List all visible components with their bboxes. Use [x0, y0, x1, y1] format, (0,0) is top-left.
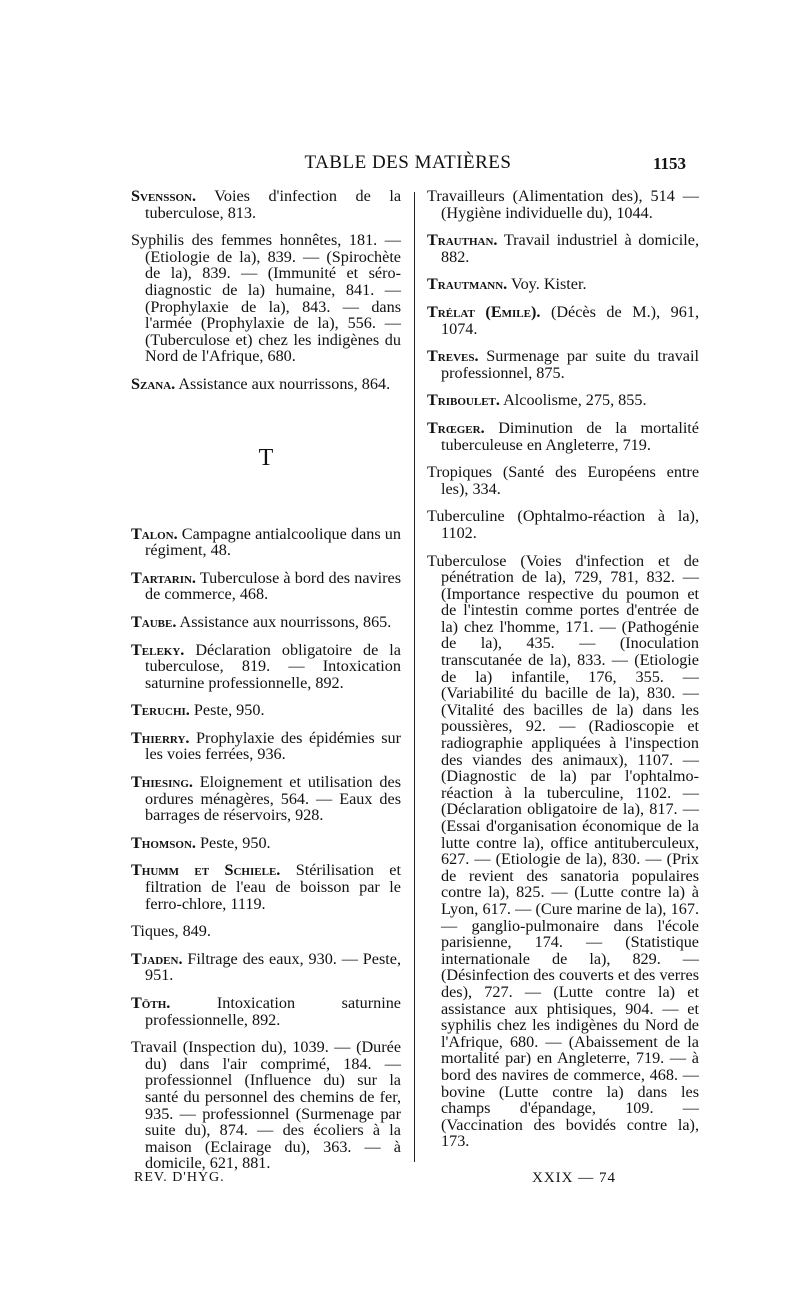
- page-header: [130, 152, 686, 178]
- index-entry: [131, 570, 401, 603]
- entry-text: Assistance aux nourrissons, 864.: [175, 374, 391, 393]
- index-entry: [131, 188, 401, 221]
- index-entry: [131, 1039, 401, 1172]
- entry-text: (Décès de M.), 961, 1074.: [441, 302, 699, 338]
- entry-author: Trœger.: [427, 418, 485, 437]
- index-entry: [131, 862, 401, 912]
- index-entry: [427, 304, 699, 337]
- entry-author: Tōth.: [131, 994, 171, 1012]
- index-entry: [131, 614, 401, 631]
- entry-author: Thierry.: [131, 728, 190, 747]
- entry-author: Trélat (Emile).: [427, 302, 541, 321]
- entry-author: Teruchi.: [131, 701, 190, 720]
- page-title: TABLE DES MATIÈRES: [304, 152, 512, 173]
- section-letter: T: [258, 444, 274, 471]
- index-entry: [131, 642, 401, 692]
- index-entry: [427, 392, 699, 409]
- index-entry: [427, 420, 699, 453]
- left-column: [131, 188, 401, 1183]
- entry-author: Triboulet.: [427, 391, 500, 410]
- entry-text: Déclaration obligatoire de la tuberculose, 819. — Intoxication saturnine professionnelle, 892.: [145, 640, 401, 692]
- right-column: [427, 188, 699, 1161]
- entry-text: Eloignement et utilisation des ordures ménagères, 564. — Eaux des barrages de réservoirs, 928.: [145, 773, 401, 825]
- entry-text: Diminution de la mortalité tuberculeuse en Angleterre, 719.: [441, 418, 699, 454]
- entry-author: Treves.: [427, 347, 479, 366]
- entry-author: Svensson.: [131, 187, 197, 205]
- entry-text: Stérilisation et filtration de l'eau de boisson par le ferro-chlore, 1119.: [145, 861, 401, 913]
- index-entry: [131, 995, 401, 1028]
- entry-text: Tuberculine (Ophtalmo-réaction à la), 1102.: [427, 507, 699, 542]
- entry-text: Assistance aux nourrissons, 865.: [176, 612, 392, 631]
- entry-author: Thumm et Schiele.: [131, 861, 281, 880]
- entry-author: Teleky.: [131, 640, 185, 659]
- index-entry: [427, 188, 699, 221]
- entry-text: Filtrage des eaux, 930. — Peste, 951.: [145, 949, 401, 985]
- entry-text: Travail (Inspection du), 1039. — (Durée du) dans l'air comprimé, 184. — professionnel (Influence du) sur la santé du personnel des chemins de fer, 935. — professionnel (Surmenage par suite du), 874. — des écoliers à la maison (Eclairage du), 363. — à domicile, 621, 881.: [131, 1038, 401, 1173]
- entry-text: Tiques, 849.: [131, 922, 211, 941]
- index-entry: [131, 376, 401, 393]
- entry-text: Voy. Kister.: [507, 275, 587, 294]
- index-entry: [131, 923, 401, 940]
- index-entry: [131, 951, 401, 984]
- entry-author: Talon.: [131, 524, 178, 543]
- column-divider: [414, 192, 415, 1162]
- entry-text: Travail industriel à domicile, 882.: [441, 231, 699, 266]
- index-entry: [131, 774, 401, 824]
- entry-text: Voies d'infection de la tuberculose, 813.: [145, 187, 401, 222]
- right-entries: [427, 188, 699, 1150]
- index-entry: [427, 553, 699, 1150]
- entry-author: Trautmann.: [427, 275, 508, 294]
- index-entry: [427, 508, 699, 541]
- entry-text: Prophylaxie des épidémies sur les voies ferrées, 936.: [145, 728, 401, 764]
- entry-author: Taube.: [131, 612, 177, 631]
- index-entry: [131, 232, 401, 365]
- entry-text: Peste, 950.: [189, 701, 265, 720]
- index-entry: [427, 464, 699, 497]
- index-entry: [131, 702, 401, 719]
- entry-text: Travailleurs (Alimentation des), 514 — (Hygiène individuelle du), 1044.: [427, 187, 699, 222]
- index-entry: [131, 835, 401, 852]
- entry-text: Campagne antialcoolique dans un régiment, 48.: [145, 524, 401, 560]
- entry-author: Szana.: [131, 374, 176, 393]
- footer-signature: REV. D'HYG.: [134, 1170, 225, 1185]
- entry-author: Tjaden.: [131, 949, 183, 968]
- entry-text: Tuberculose à bord des navires de commerce, 468.: [145, 568, 401, 604]
- entry-text: Peste, 950.: [195, 833, 271, 852]
- index-entry: [427, 276, 699, 293]
- entry-text: Surmenage par suite du travail professionnel, 875.: [441, 347, 699, 382]
- page-footer: [130, 1170, 690, 1194]
- index-entry: [427, 348, 699, 381]
- entry-text: Alcoolisme, 275, 855.: [499, 391, 647, 410]
- entry-text: Syphilis des femmes honnêtes, 181. — (Etiologie de la), 839. — (Spirochète de la), 839. — (Immunité et séro-diagnostic de la) humaine, 841. — (Prophylaxie de la), 843. — dans l'armée (Prophylaxie de la), 556. — (Tuberculose et) chez les indigènes du Nord de l'Afrique, 680.: [131, 231, 401, 366]
- entry-text: Tuberculose (Voies d'infection et de pénétration de la), 729, 781, 832. — (Importance respective du poumon et de l'intestin comme portes d'entrée de la) chez l'homme, 171. — (Pathogénie de la), 435. — (Inoculation transcutanée de la), 833. — (Etiologie de la) infantile, 176, 355. — (Variabilité du bacille de la), 830. — (Vitalité des bacilles de la) dans les poussières, 92. — (Radioscopie et radiographie appliquées à l'inspection des viandes des animaux), 1107. — (Diagnostic de la) par l'ophtalmo-réaction à la tuberculine, 1102. — (Déclaration obligatoire de la), 817. — (Essai d'organisation économique de la lutte contre la), office antituberculeux, 627. — (Etiologie de la), 830. — (Prix de revient des sanatoria populaires contre la), 825. — (Lutte contre la) à Lyon, 617. — (Cure marine de la), 167. — ganglio-pulmonaire dans l'école parisienne, 174. — (Statistique internationale de la), 829. — (Désinfection des couverts et des verres des), 727. — (Lutte contre la) et assistance aux phtisiques, 904. — et syphilis chez les indigènes du Nord de l'Afrique, 680. — (Abaissement de la mortalité par) en Angleterre, 719. — à bord des navires de commerce, 468. — bovine (Lutte contre la) dans les champs d'épandage, 109. — (Vaccination des bovidés contre la), 173.: [427, 551, 699, 1151]
- index-entry: [427, 232, 699, 265]
- entry-text: Intoxication saturnine professionnelle, 892.: [145, 994, 401, 1029]
- left-bottom-entries: [131, 526, 401, 1172]
- page-number: 1153: [652, 154, 686, 173]
- footer-sheet-number: XXIX — 74: [532, 1170, 616, 1186]
- left-top-entries: [131, 188, 401, 393]
- entry-author: Thiesing.: [131, 773, 193, 792]
- entry-text: Tropiques (Santé des Européens entre les), 334.: [427, 463, 699, 498]
- entry-author: Thomson.: [131, 833, 196, 852]
- entry-author: Trauthan.: [427, 231, 498, 250]
- entry-author: Tartarin.: [131, 568, 196, 587]
- index-entry: [131, 526, 401, 559]
- index-entry: [131, 730, 401, 763]
